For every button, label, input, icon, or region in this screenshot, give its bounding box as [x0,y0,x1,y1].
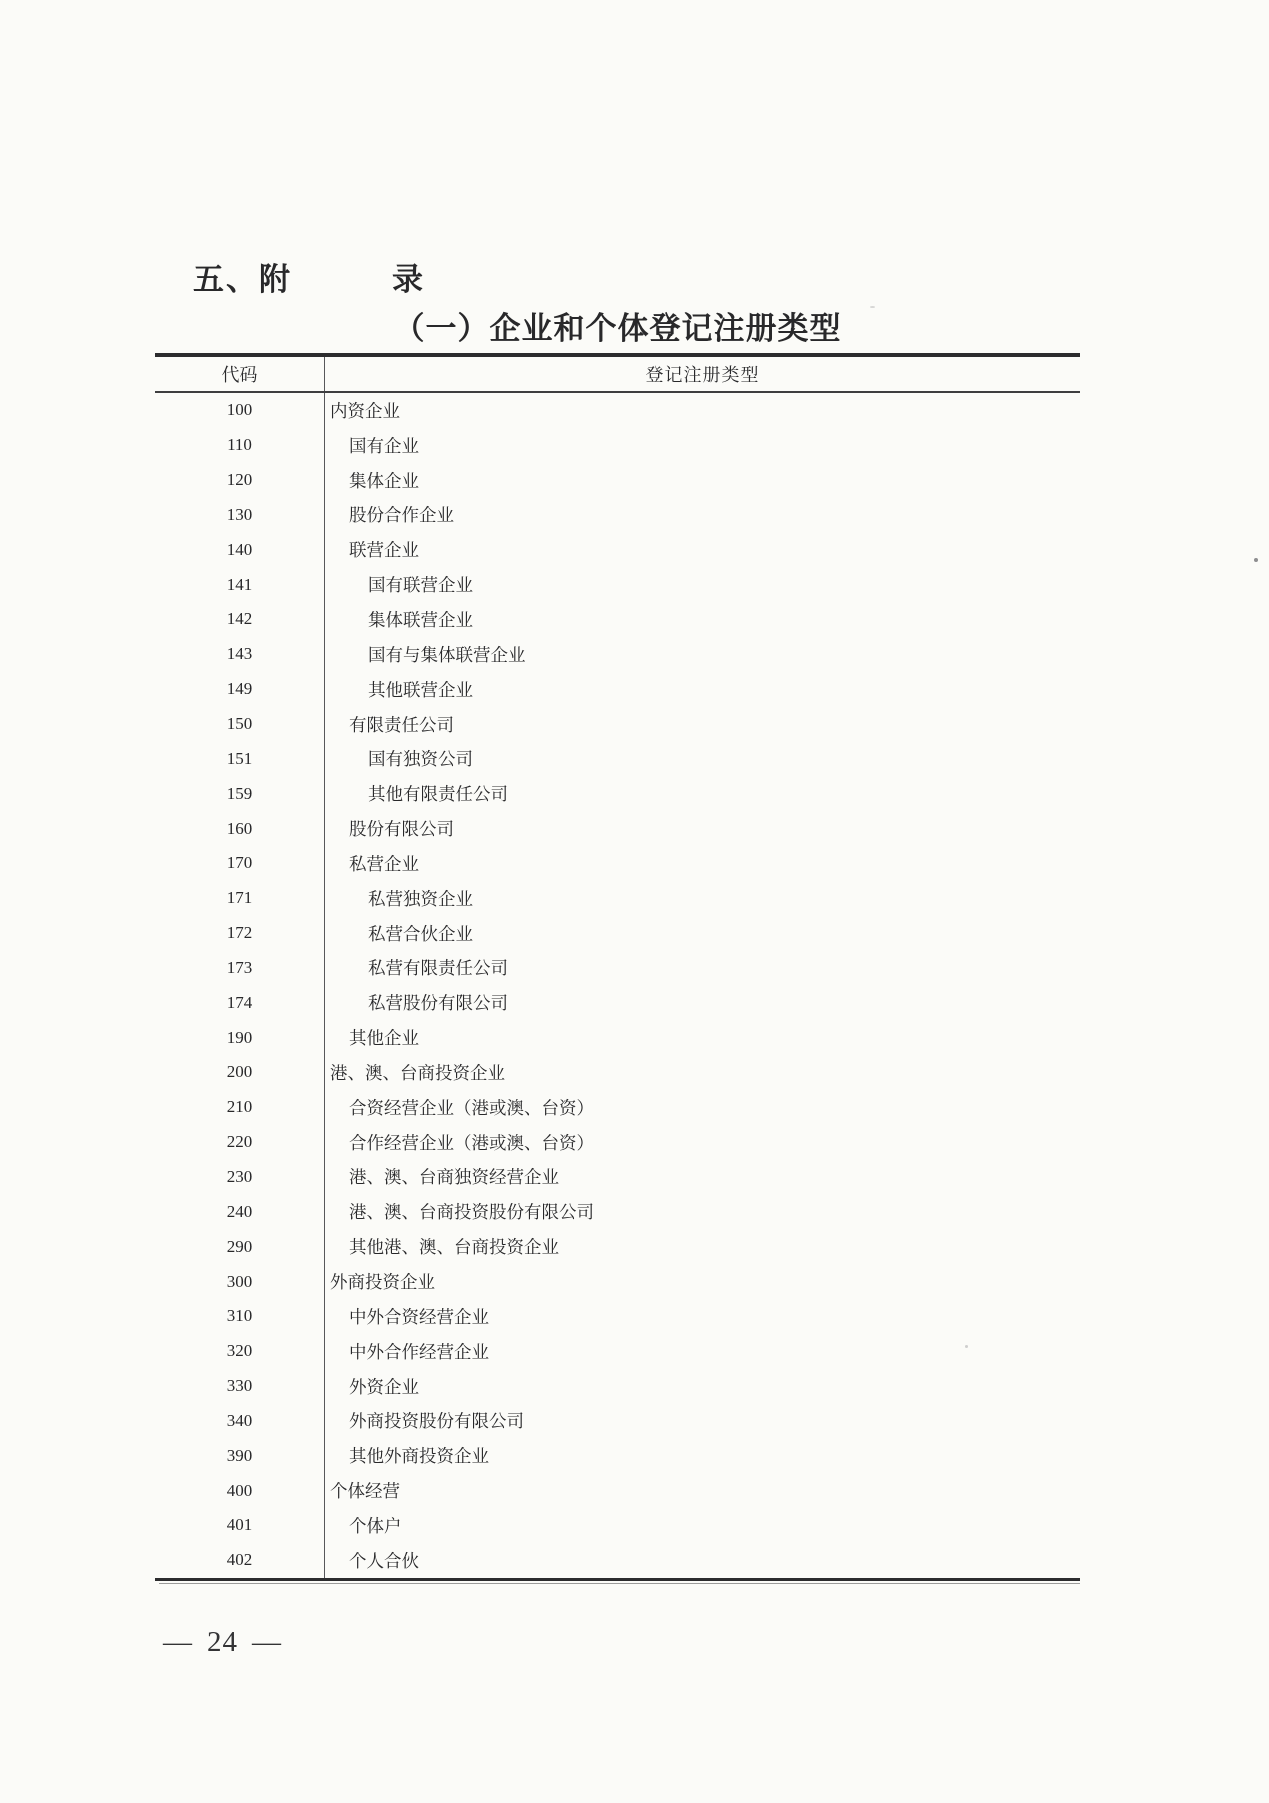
row-label: 集体联营企业 [368,609,473,630]
section-heading-right: 录 [392,262,425,297]
row-code: 220 [155,1125,325,1160]
table-row [155,1299,1080,1334]
table-row [155,1160,1080,1195]
table-body [155,393,1080,1578]
row-code: 140 [155,532,325,567]
section-heading [193,254,425,299]
table-row [155,1090,1080,1125]
row-label: 其他外商投资企业 [349,1446,489,1467]
table-row [155,672,1080,707]
row-code: 159 [155,776,325,811]
scan-speck [1254,558,1258,562]
row-code: 171 [155,881,325,916]
row-label: 国有独资公司 [368,749,473,770]
table-row [155,1264,1080,1299]
table-row [155,1543,1080,1578]
row-code: 142 [155,602,325,637]
table-row [155,567,1080,602]
row-code: 130 [155,498,325,533]
row-code: 100 [155,393,325,428]
row-code: 143 [155,637,325,672]
row-code: 151 [155,741,325,776]
row-label: 私营独资企业 [368,888,473,909]
table-row [155,1194,1080,1229]
row-label: 个体户 [349,1515,402,1536]
row-code: 310 [155,1299,325,1334]
row-code: 402 [155,1543,325,1578]
row-code: 330 [155,1369,325,1404]
row-code: 173 [155,951,325,986]
row-label: 港、澳、台商独资经营企业 [349,1167,559,1188]
table-row [155,1229,1080,1264]
row-code: 149 [155,672,325,707]
page-number [163,1626,282,1659]
page-number-dash-right: — [252,1626,282,1658]
table-row [155,1508,1080,1543]
column-header-type: 登记注册类型 [645,365,760,385]
row-label: 私营企业 [349,853,419,874]
table-row [155,637,1080,672]
table-row [155,881,1080,916]
section-heading-left: 五、附 [193,262,292,297]
row-code: 240 [155,1194,325,1229]
row-code: 401 [155,1508,325,1543]
table-row [155,1020,1080,1055]
table-row [155,498,1080,533]
table-row [155,846,1080,881]
row-label: 国有与集体联营企业 [368,644,526,665]
row-label: 个人合伙 [349,1550,419,1571]
row-label: 个体经营 [330,1481,400,1502]
row-code: 160 [155,811,325,846]
row-label: 私营有限责任公司 [368,958,508,979]
row-code: 290 [155,1229,325,1264]
row-code: 150 [155,707,325,742]
row-label: 中外合资经营企业 [349,1306,489,1327]
row-code: 400 [155,1473,325,1508]
table-row [155,985,1080,1020]
table-row [155,1473,1080,1508]
table-row [155,532,1080,567]
row-label: 外商投资企业 [330,1272,435,1293]
table-row [155,463,1080,498]
table-row [155,1369,1080,1404]
table-row [155,811,1080,846]
table-row [155,1403,1080,1438]
row-label: 港、澳、台商投资企业 [330,1062,505,1083]
row-code: 172 [155,916,325,951]
row-label: 股份有限公司 [349,819,454,840]
row-code: 190 [155,1020,325,1055]
table-row [155,951,1080,986]
table-row [155,707,1080,742]
page-number-value: 24 [207,1626,238,1658]
row-label: 外商投资股份有限公司 [349,1411,524,1432]
row-label: 其他企业 [349,1028,419,1049]
page-number-dash-left: — [163,1626,193,1658]
row-label: 其他联营企业 [368,679,473,700]
table-row [155,1125,1080,1160]
table-title: （一）企业和个体登记注册类型 [393,311,842,346]
row-label: 港、澳、台商投资股份有限公司 [349,1202,594,1223]
table-row [155,1438,1080,1473]
table-header-row [155,357,1080,393]
row-label: 中外合作经营企业 [349,1341,489,1362]
row-code: 300 [155,1264,325,1299]
row-code: 174 [155,985,325,1020]
row-label: 私营合伙企业 [368,923,473,944]
table-row [155,1334,1080,1369]
row-label: 国有联营企业 [368,575,473,596]
table-row [155,741,1080,776]
row-label: 有限责任公司 [349,714,454,735]
row-label: 其他港、澳、台商投资企业 [349,1237,559,1258]
table-row [155,776,1080,811]
row-label: 股份合作企业 [349,505,454,526]
row-label: 联营企业 [349,540,419,561]
row-code: 320 [155,1334,325,1369]
row-label: 外资企业 [349,1376,419,1397]
row-label: 国有企业 [349,435,419,456]
row-code: 340 [155,1403,325,1438]
row-code: 170 [155,846,325,881]
table-row [155,393,1080,428]
row-code: 200 [155,1055,325,1090]
row-label: 内资企业 [330,400,400,421]
table-row [155,602,1080,637]
row-code: 230 [155,1160,325,1195]
table-row [155,916,1080,951]
scan-speck [870,306,875,308]
row-label: 合作经营企业（港或澳、台资） [349,1132,594,1153]
row-label: 集体企业 [349,470,419,491]
row-label: 其他有限责任公司 [368,784,508,805]
row-code: 120 [155,463,325,498]
row-label: 合资经营企业（港或澳、台资） [349,1097,594,1118]
row-code: 390 [155,1438,325,1473]
row-code: 141 [155,567,325,602]
table-row [155,428,1080,463]
table-row [155,1055,1080,1090]
row-label: 私营股份有限公司 [368,993,508,1014]
row-code: 110 [155,428,325,463]
row-code: 210 [155,1090,325,1125]
registration-type-table [155,353,1080,1581]
column-header-code: 代码 [155,357,325,391]
scan-speck [965,1345,968,1348]
